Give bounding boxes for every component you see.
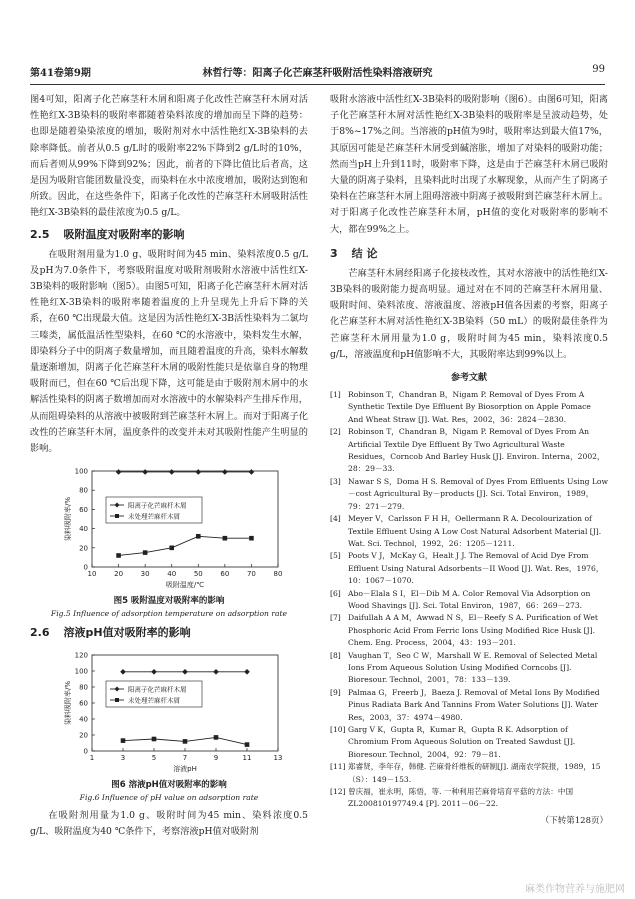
- reference-item: [330, 687, 608, 724]
- data-point: [151, 669, 157, 675]
- reference-text: Palmaa G，Freerb J，Baeza J. Removal of Metal Ions By Modified Pinus Radiata Bark And Tannins From Water Solutions [J]. Water Res，2003，37：4974－4980.: [348, 687, 600, 722]
- reference-item: [330, 724, 608, 761]
- data-point: [116, 469, 122, 475]
- paragraph-temperature: 在吸附剂用量为1.0 g、吸附时间为45 min、染料浓度0.5 g/L及pH为7.0条件下，考察吸附温度对吸附剂吸附水溶液中活性红X-3B染料的吸附影响（图5）。由图5可知，阳离子化芒麻茎秆木屑对活性艳红X-3B染料的吸附率随着温度的上升呈现先上升后下降的关系，在60 ℃出现最大值。这是因为活性艳红X-3B活性染料为二氯均三嗪类，属低温活性型染料，在60 ℃的水溶液中，染料发生水解，即染料分子中的阴离子数量增加，而且随着温度的升高，染料水解数量逐渐增加，阴离子化芒麻茎秆木屑的吸附性能只是依靠自身的物理吸附而已，但在60 ℃后出现下降，这可能是由于吸附剂木屑中的水解活性染料的阴离子数增加而对水溶液中的水解染料产生排斥作用，从而阻碍染料的从溶液中被吸附到芒麻茎秆木屑上。而对于阳离子化改性的芒麻茎秆木屑，温度条件的改变并未对其吸附性能产生明显的影响。: [30, 248, 308, 455]
- reference-text: 郑睿贤，李年存，韩健. 芒麻骨纤维板的研制[J]. 湖南农学院报，1989，15（S）：149－153.: [348, 762, 601, 784]
- chart-fig6: [30, 647, 308, 779]
- section-title: 吸附温度对吸附率的影响: [63, 227, 185, 241]
- y-tick-label: 80: [79, 683, 88, 692]
- y-tick-label: 40: [79, 525, 88, 534]
- reference-number: [9]: [330, 687, 341, 697]
- reference-item: [330, 513, 608, 550]
- data-point: [244, 669, 250, 675]
- data-point: [249, 469, 255, 475]
- data-point: [182, 669, 188, 675]
- x-tick-label: 30: [140, 570, 150, 579]
- section-2-5-heading: [30, 227, 308, 243]
- y-tick-label: 100: [74, 467, 88, 476]
- reference-number: [8]: [330, 650, 341, 660]
- y-tick-label: 120: [74, 651, 88, 660]
- data-point: [245, 743, 250, 748]
- y-tick-label: 0: [83, 563, 88, 572]
- reference-item: [330, 612, 608, 649]
- y-tick-label: 60: [79, 506, 88, 515]
- fig6-caption-en: Fig.6 Influence of pH value on adsorption rate: [79, 793, 259, 803]
- x-tick-label: 1: [89, 754, 95, 763]
- fig6-caption-cn: 图6 溶液pH值对吸附率的影响: [111, 780, 227, 791]
- reference-number: [4]: [330, 514, 341, 524]
- reference-number: [11]: [330, 762, 346, 772]
- reference-item: [330, 426, 608, 476]
- reference-text: 曾庆福，崔永明，陈悟，等. 一种利用芒麻骨培育平菇的方法：中国ZL200810197749.4 [P]. 2011－06－22.: [348, 787, 574, 809]
- x-axis-label: 溶液pH: [173, 765, 197, 774]
- reference-item: [330, 650, 608, 687]
- reference-number: [5]: [330, 551, 341, 561]
- y-tick-label: 80: [79, 486, 88, 495]
- section-number: 2.6: [30, 626, 50, 640]
- y-tick-label: 20: [79, 731, 88, 740]
- data-point: [223, 536, 228, 541]
- data-point: [196, 534, 201, 539]
- reference-text: Vaughan T，Seo C W，Marshall W E. Removal of Selected Metal Ions From Aqueous Solution Using Modified Corncobs [J]. Bioresour. Technol，2001，78：133－139.: [348, 650, 598, 685]
- reference-number: [6]: [330, 588, 341, 598]
- x-axis-label: 吸附温度/℃: [165, 581, 205, 590]
- data-point: [120, 669, 126, 675]
- fig5-caption-en: Fig.5 Influence of adsorption temperature on adsorption rate: [50, 609, 288, 619]
- data-point: [195, 469, 201, 475]
- data-point: [183, 739, 188, 744]
- x-tick-label: 3: [120, 754, 126, 763]
- data-point: [169, 546, 174, 551]
- section-number: 3: [330, 246, 338, 260]
- reference-item: [330, 550, 608, 587]
- running-title: 林哲行等：阳离子化芒麻茎秆吸附活性染料溶液研究: [202, 68, 433, 79]
- reference-number: [1]: [330, 390, 341, 400]
- fig5-caption-cn: 图5 吸附温度对吸附率的影响: [113, 596, 225, 607]
- data-point: [214, 735, 219, 740]
- reference-item: [330, 786, 608, 811]
- series-line: [119, 537, 252, 556]
- reference-text: Meyer V，Carlsson F H H，Oellermann R A. Decolourization of Textile Effluent Using A Low Cost Natural Adsorbent Material [J]. Wat. Sci. Technol，1992，26：1205－1211.: [348, 514, 602, 548]
- reference-number: [10]: [330, 725, 346, 735]
- page-number: 99: [592, 64, 605, 75]
- y-tick-label: 0: [83, 747, 88, 756]
- legend-label: 阳离子化芒麻杆木屑: [128, 501, 187, 510]
- data-point: [116, 553, 121, 558]
- legend-label: 阳离子化芒麻杆木屑: [128, 685, 187, 694]
- x-tick-label: 11: [242, 754, 252, 763]
- x-tick-label: 70: [246, 570, 256, 579]
- reference-item: [330, 588, 608, 613]
- reference-list: [330, 389, 608, 811]
- reference-text: Garg V K，Gupta R，Kumar R，Gupta R K. Adsorption of Chromium From Aqueous Solution on Treated Sawdust [J]. Bioresour. Technol，2004，92：79－81.: [348, 725, 576, 759]
- x-tick-label: 60: [220, 570, 230, 579]
- reference-text: Poots V J，McKay G，Healt J J. The Removal of Acid Dye From Effluent Using Natural Adsorbents－II Wood [J]. Wat. Res，1976，10：1067－1070.: [348, 551, 604, 586]
- x-tick-label: 10: [87, 570, 97, 579]
- legend-marker: [115, 698, 119, 702]
- references-title: 参考文献: [450, 373, 487, 384]
- reference-text: Abo－Elala S I，El－Dib M A. Color Removal Via Adsorption on Wood Shavings [J]. Sci. Total Environ，1987，66：269－273.: [348, 588, 591, 610]
- right-column: [330, 92, 608, 829]
- legend-label: 未处理芒麻杆木屑: [128, 696, 180, 705]
- y-axis-label: 染料吸附率/%: [64, 497, 72, 542]
- section-title: 溶液pH值对吸附率的影响: [63, 626, 191, 640]
- running-header: [30, 64, 605, 82]
- reference-text: Daifullah A A M，Awwad N S，El－Reefy S A. Purification of Wet Phosphoric Acid From Ferric Ions Using Modified Rice Husk [J]. Chem. Eng. Process，2004，43：193－201.: [348, 613, 598, 648]
- section-3-heading: [330, 246, 608, 262]
- watermark: 麻类作物营养与施肥网: [525, 884, 625, 895]
- section-number: 2.5: [30, 227, 50, 241]
- data-point: [169, 469, 175, 475]
- paragraph-ph-intro: 在吸附剂用量为1.0 g、吸附时间为45 min、染料浓度0.5 g/L、吸附温度为40 ℃条件下，考察溶液pH值对吸附剂: [30, 810, 308, 838]
- y-tick-label: 20: [79, 544, 88, 553]
- paragraph-conclusion: 芒麻茎秆木屑经阳离子化接枝改性，其对水溶液中的活性艳红X-3B染料的吸附能力提高明显。通过对在不同的芒麻茎秆木屑用量、吸附时间、染料浓度、溶液温度、溶液pH值各因素的考察，阳离子化芒麻茎秆木屑对活性艳红X-3B染料（50 mL）的吸附最佳条件为芒麻茎秆木屑用量为1.0 g，吸附时间为45 min，染料浓度0.5 g/L，溶液温度和pH值影响不大，其吸附率达到99%以上。: [330, 267, 608, 360]
- data-point: [213, 669, 219, 675]
- y-tick-label: 60: [79, 699, 88, 708]
- left-column: [30, 92, 308, 841]
- paragraph-ph-discussion: 吸附水溶液中活性红X-3B染料的吸附影响（图6）。由图6可知，阳离子化芒麻茎秆木屑对活性艳红X-3B染料的吸附率是呈波动趋势，处于8%~17%之间。当溶液的pH值为9时，吸附率达到最大值17%，其原因可能是芒麻茎秆木屑受到碱溶胀，增加了对染料的吸附功能；然而当pH上升到11时，吸附率下降，这是由于芒麻茎秆木屑已吸附大量的阴离子染料，且染料此时出现了水解现象，从而产生了阴离子染料在芒麻茎秆木屑上阻碍溶液中阴离子被吸附到芒麻茎秆木屑上。对于阳离子化改性芒麻茎秆木屑，pH值的变化对吸附率的影响不大，都在99%之上。: [330, 94, 608, 235]
- x-tick-label: 9: [213, 754, 219, 763]
- reference-text: Nawar S S，Doma H S. Removal of Dyes From Effluents Using Low－cost Agricultural By－products [J]. Sci. Total Environ，1989，79：271－279.: [348, 476, 608, 511]
- data-point: [222, 469, 228, 475]
- reference-item: [330, 761, 608, 786]
- x-tick-label: 5: [151, 754, 157, 763]
- legend-marker: [115, 514, 119, 518]
- header-rule: [30, 84, 605, 85]
- reference-text: Robinson T，Chandran B，Nigam P. Removal of Dyes From An Artificial Textile Dye Effluent By Two Agricultural Waste Residues，Corncob And Barley Husk [J]. Environ. Interna，2002，28：29－33.: [348, 427, 605, 474]
- reference-item: [330, 476, 608, 513]
- section-title: 结 论: [351, 246, 378, 260]
- reference-item: [330, 389, 608, 426]
- y-tick-label: 100: [74, 667, 88, 676]
- reference-number: [12]: [330, 787, 346, 797]
- reference-number: [3]: [330, 476, 341, 486]
- x-tick-label: 50: [193, 570, 203, 579]
- figure-6: [30, 647, 308, 804]
- continued-note: （下转第128页）: [540, 815, 608, 826]
- data-point: [142, 469, 148, 475]
- data-point: [152, 737, 157, 742]
- section-2-6-heading: [30, 625, 308, 641]
- x-tick-label: 40: [167, 570, 177, 579]
- volume-issue: 第41卷第9期: [30, 68, 91, 79]
- chart-fig5: [30, 463, 308, 595]
- x-tick-label: 7: [182, 754, 188, 763]
- x-tick-label: 13: [273, 754, 283, 763]
- x-tick-label: 20: [114, 570, 124, 579]
- paragraph-fig4-discussion: 图4可知，阳离子化芒麻茎秆木屑和阳离子化改性芒麻茎秆木屑对活性艳红X-3B染料的吸附率都随着染料浓度的增加而呈下降的趋势：也即是随着染染浓度的增加，吸附剂对水中活性艳红X-3B染料的去除率降低。前者从0.5 g/L时的吸附率22%下降到2 g/L时的10%，而后者则从99%下降到92%；因此，前者的下降比值比后者高，这是因为吸附官能团数量没变，而染料在水中浓度增加，吸附达到饱和所致。因此，在这些条件下，阳离子化改性的芒麻茎秆木屑吸附活性艳红X-3B染料的最佳浓度为0.5 g/L。: [30, 94, 308, 219]
- data-point: [249, 536, 254, 541]
- x-tick-label: 80: [273, 570, 283, 579]
- reference-number: [7]: [330, 613, 341, 623]
- y-tick-label: 40: [79, 715, 88, 724]
- legend-label: 未处理芒麻杆木屑: [128, 512, 180, 521]
- reference-text: Robinson T，Chandran B，Nigam P. Removal of Dyes From A Synthetic Textile Dye Effluent By Biosorption on Apple Pomace And Wheat Straw [J]. Wat. Res，2002，36：2824－2830.: [348, 390, 591, 424]
- reference-number: [2]: [330, 427, 341, 437]
- y-axis-label: 染料吸附率/%: [64, 681, 72, 726]
- data-point: [121, 739, 126, 744]
- data-point: [143, 551, 148, 556]
- figure-5: [30, 463, 308, 620]
